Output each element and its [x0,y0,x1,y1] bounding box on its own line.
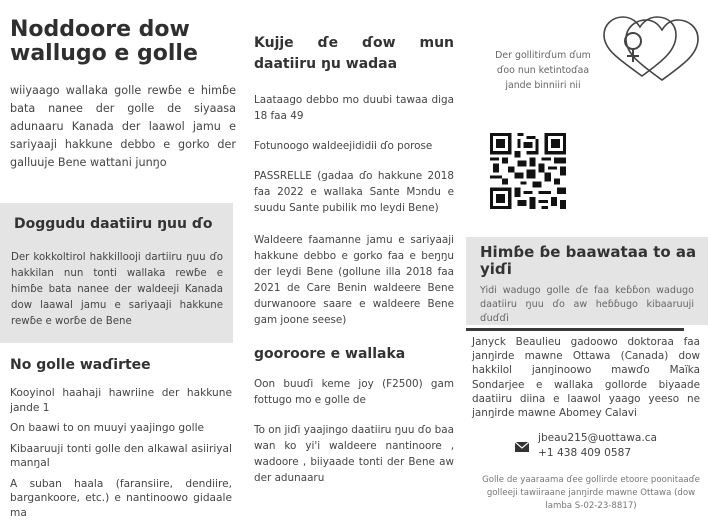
hearts-female-symbol-icon [602,14,700,84]
envelope-icon [515,442,529,452]
qr-code-icon[interactable] [490,119,566,223]
criteria-organization: Waldeere faamanne jamu e sariyaaji hakkune debbo e gorko faa e beŋŋu der leydi Bene (gollune illa 2018 faa 2021 de Care Benin waldeere Bene durwanoore saare e waldeere Bene gam joone seese) [254,234,454,326]
summary-box [0,203,233,343]
criteria-heading: Kujje ɗe ɗow mun daatiiru ŋu wadaa [254,35,454,72]
procedure-heading: No golle waɗirtee [10,357,151,373]
list-item: Kibaaruuji tonti golle den alkawal asiiriyal manŋal [10,442,232,469]
contact-box [466,237,708,325]
intro-text: wiiyaago wallaka golle rewɓe e himɓe bata nanee der golle de siyaasa adunaaru Kanada der laawol jamu e sariyaaji hakkune debbo e gorko der galluuje Bene wattani junŋo [10,84,236,169]
compensation-heading: gooroore e wallaka [254,346,406,362]
summary-heading: Doggudu daatiiru ŋuu ɗo [14,216,213,232]
contact-text: Yidi wadugo golle ɗe faa keɓɓon wadugo daatiiru ŋuu ɗo aw heɓɓugo kibaaruuji ɗuɗɗi [480,285,694,324]
contact-heading: Himɓe ɓe baawataa to aa yiɗi [480,243,697,278]
qr-caption: Der gollitirɗum ɗum ɗoo nun ketintoɗaa jande binniiri nii [495,50,591,91]
procedure-list [10,386,232,526]
compensation-amount: Oon buuɗi keme joy (F2500) gam fottugo mo e golle de [254,378,454,406]
summary-text: Der kokkoltirol hakkillooji dartiiru ŋuu ɗo hakkilan nun tonti wallaka rewɓe e himɓe bata nanee der waldeeji Kanada dow laawal jamu e sariyaaji hakkune rewɓe e worɓe de Bene [11,252,223,327]
researcher-bio: Janyck Beaulieu gadoowo doktoraa faa janŋirde mawne Ottawa (Canada) dow hakkilol janŋinoowo mawɗo Maïka Sondarjee e wallaka gollorde biyaade daatiiru diina e laawol yaago yeeso ne janŋirde mawne Abomey Calavi [472,336,700,420]
criteria-project: Fotunoogo waldeejididii ɗo porose [254,140,433,152]
list-item: A suban haala (faransiire, dendiire, bargankoore, etc.) e nantinoowo gidaale ma [10,477,232,519]
contact-info [538,431,657,460]
list-item: On baawi to on muuyi yaajingo golle [10,422,205,434]
email-link[interactable]: jbeau215@uottawa.ca [538,432,658,444]
list-item: Kooyinol haahaji hawriine der hakkune jande 1 [10,387,232,414]
criteria-passrelle: PASSRELLE (gadaa ɗo hakkune 2018 faa 2022 e wallaka Sante Mɔndu e suudu Sante pubilik mo leydi Bene) [254,170,454,214]
main-title: Noddoore dow wallugo e golle [10,17,198,66]
phone-number[interactable]: +1 438 409 0587 [538,446,632,459]
compensation-sharing: To on jiɗi yaajingo daatiiru ŋuu ɗo baa wan ko yi'i waldeere nantinoore , wadoore , biiyaade tonti der Bene aw der adunaaru [254,424,454,484]
divider [466,328,684,331]
ethics-footnote: Golle de yaaraama ɗee gollirde etoore poonitaaɗe golleeji tawiiraane janŋirde mawne Ottawa (dow lamba S-02-23-8817) [482,475,700,511]
criteria-age: Laataago debbo mo duubi tawaa diga 18 faa 49 [254,94,454,122]
